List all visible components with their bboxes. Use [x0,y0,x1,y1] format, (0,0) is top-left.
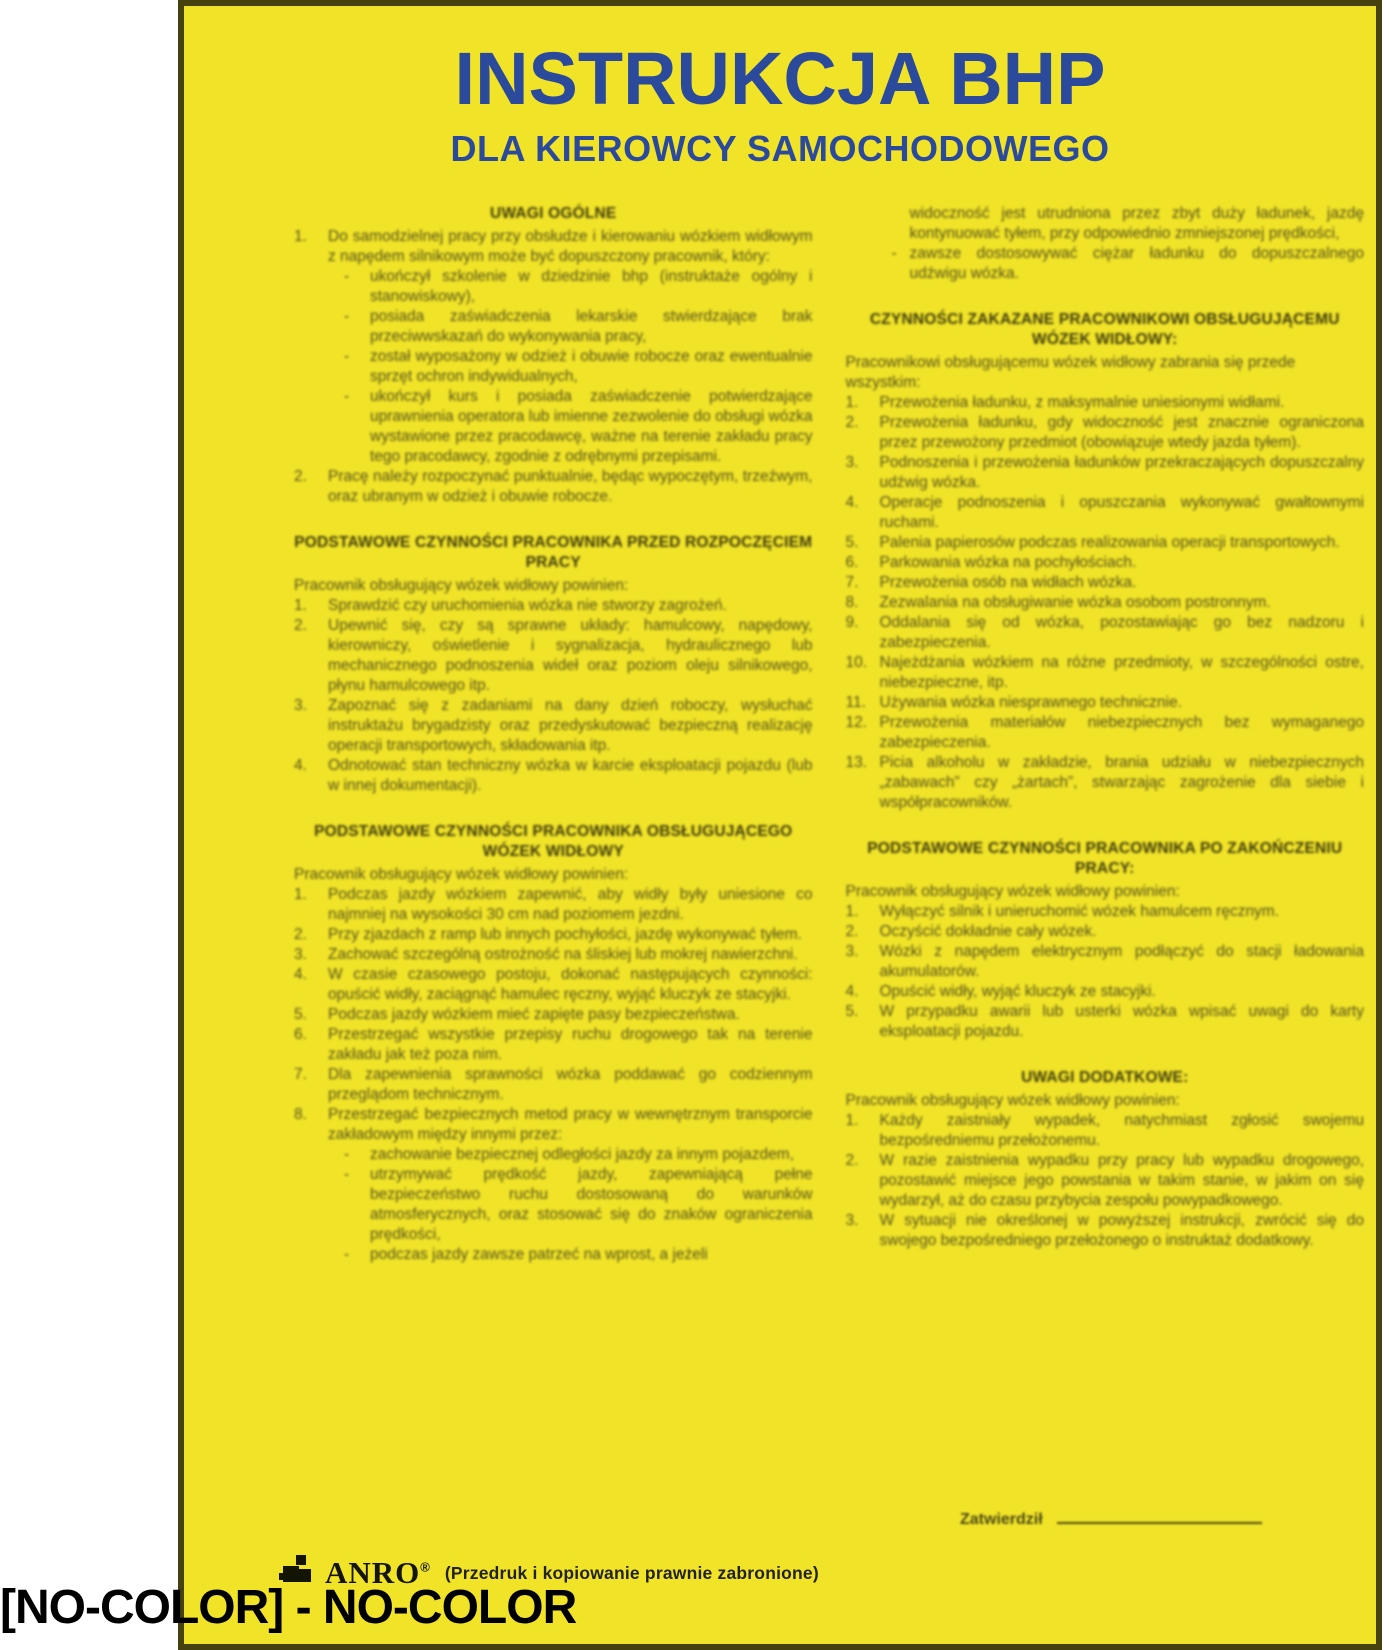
list-item-text: W sytuacji nie określonej w powyższej instrukcji, zwrócić się do swojego bezpośredniego przełożonego o instruktaż dodatkowy. [879,1212,1364,1249]
list-item [846,1111,1365,1151]
list-marker: 3. [845,1212,859,1229]
list-item-text: Przy zjazdach z ramp lub innych pochyłości, jazdę wykonywać tyłem. [328,926,802,943]
list-marker: 2. [845,414,859,431]
list-marker: 4. [294,966,307,983]
list-marker: 8. [845,594,859,611]
list-item [294,616,813,696]
list-item-text: Do samodzielnej pracy przy obsłudze i kierowaniu wózkiem widłowym z napędem silnikowym może być dopuszczony pracownik, który: [328,228,813,265]
list-item [846,553,1365,573]
bhp-sign-board [178,0,1382,1650]
page-title: INSTRUKCJA BHP [454,37,1106,120]
list-marker: 6. [845,554,859,571]
list-item [892,204,1365,244]
list-item [846,942,1365,982]
section-header: PODSTAWOWE CZYNNOŚCI PRACOWNIKA PO ZAKOŃCZENIU PRACY: [867,840,1343,877]
list-marker: 8. [294,1106,307,1123]
section-intro: Pracownik obsługujący wózek widłowy powinien: [845,1092,1180,1109]
list-marker: 2. [294,926,307,943]
list-item-text: Palenia papierosów podczas realizowania operacji transportowych. [879,534,1340,551]
list-marker: 2. [294,617,307,634]
list-marker: 5. [294,1006,307,1023]
list-marker: 12. [845,714,868,731]
list-item [294,925,813,945]
list-marker: 13. [845,754,868,771]
list-item-text: Zezwalania na obsługiwanie wózka osobom postronnym. [879,594,1271,611]
list-item-text: Opuścić widły, wyjąć kluczyk ze stacyjki. [879,983,1156,1000]
section [294,204,813,507]
list-marker: 3. [845,943,859,960]
list-marker: - [344,1146,350,1163]
section-intro: Pracownik obsługujący wózek widłowy powinien: [845,883,1180,900]
list-item-text: ukończył szkolenie w dziedzinie bhp (instruktaże ogólny i stanowiskowy), [370,268,813,305]
list-marker: 1. [845,394,859,411]
instruction-column-left [294,204,813,1265]
list-item [294,467,813,507]
list-item-text: Zachować szczególną ostrożność na śliskiej lub mokrej nawierzchni. [328,946,798,963]
list-item-text: Najeżdżania wózkiem na różne przedmioty, w szczególności ostre, niebezpieczne, itp. [879,654,1364,691]
list-marker: 6. [294,1026,307,1043]
list-item [846,613,1365,653]
list-item [846,1211,1365,1251]
section [892,204,1365,284]
section-header: PODSTAWOWE CZYNNOŚCI PRACOWNIKA OBSŁUGUJĄCEGO WÓZEK WIDŁOWY [314,823,793,860]
list-item-text: Operacje podnoszenia i opuszczania wykonywać gwałtownymi ruchami. [879,494,1364,531]
list-item [344,1165,813,1245]
section-intro: Pracownik obsługujący wózek widłowy powinien: [294,577,629,594]
list-item [846,753,1365,813]
list-item-text: Wyłączyć silnik i unieruchomić wózek hamulcem ręcznym. [879,903,1280,920]
list-marker: 7. [294,1066,307,1083]
instruction-column-right [846,204,1365,1265]
list-item [294,696,813,756]
no-color-label: [NO-COLOR] - NO-COLOR [0,1581,577,1634]
list-item [846,653,1365,693]
list-item-text: Parkowania wózka na pochyłościach. [879,554,1137,571]
list-item-text: zawsze dostosowywać ciężar ładunku do dopuszczalnego udźwigu wózka. [909,245,1364,282]
list-item [846,533,1365,553]
list-item-text: Każdy zaistniały wypadek, natychmiast zgłosić swojemu bezpośredniemu przełożonemu. [879,1112,1364,1149]
list-item-text: Przestrzegać wszystkie przepisy ruchu drogowego tak na terenie zakładu jak też poza nim. [328,1026,813,1063]
list-item [846,1151,1365,1211]
list-item [294,885,813,925]
list-item [846,453,1365,493]
list-item-text: Pracę należy rozpoczynać punktualnie, będąc wypoczętym, trzeźwym, oraz ubranym w odzież i obuwie robocze. [328,468,813,505]
list-marker: 1. [845,903,859,920]
list-item-text: Przewożenia osób na widłach wózka. [879,574,1137,591]
list-item [846,693,1365,713]
list-item-text: Upewnić się, czy są sprawne układy: hamulcowy, napędowy, kierowniczy, oświetlenie i sygnalizacja, hydraulicznego lub mechanicznego podnoszenia wideł oraz poziom oleju silnikowego, płynu hamulcowego itp. [328,617,813,694]
list-item [294,1105,813,1145]
list-item [846,393,1365,413]
section-header: UWAGI OGÓLNE [490,205,617,222]
list-item [294,227,813,267]
list-item-text: utrzymywać prędkość jazdy, zapewniającą pełne bezpieczeństwo ruchu dostosowaną do warunków atmosferycznych, oraz stosować się do znaków ograniczenia prędkości, [370,1166,813,1243]
list-item-text: Picia alkoholu w zakładzie, brania udziału w niebezpiecznych „zabawach” czy „żartach”, stwarzając zagrożenie dla siebie i współpracowników. [879,754,1364,811]
list-item [294,945,813,965]
list-item-text: widoczność jest utrudniona przez zbyt duży ładunek, jazdę kontynuować tyłem, przy odpowiednio zmniejszonej prędkości, [909,205,1364,242]
section [294,822,813,1265]
section-header: UWAGI DODATKOWE: [1021,1069,1189,1086]
list-item [846,573,1365,593]
list-marker: 2. [845,1152,859,1169]
list-marker: 3. [294,946,307,963]
list-item-text: W przypadku awarii lub usterki wózka wpisać uwagi do karty eksploatacji pojazdu. [879,1003,1364,1040]
list-marker: 3. [294,697,307,714]
list-marker: 5. [845,1003,859,1020]
section-header: PODSTAWOWE CZYNNOŚCI PRACOWNIKA PRZED ROZPOCZĘCIEM PRACY [294,534,813,571]
list-item-text: Przewożenia ładunku, gdy widoczność jest znacznie ograniczona przez przewożony przedmiot (obowiązuje wtedy jazda tyłem). [879,414,1364,451]
list-item [344,1145,813,1165]
list-item-text: Odnotować stan techniczny wózka w karcie eksploatacji pojazdu (lub w innej dokumentacji). [328,757,813,794]
list-item [846,593,1365,613]
list-marker: 1. [845,1112,859,1129]
list-item [344,307,813,347]
list-item-text: Dla zapewnienia sprawności wózka poddawać go codziennym przeglądom technicznym. [328,1066,813,1103]
list-marker: - [344,388,350,405]
list-item-text: Przestrzegać bezpiecznych metod pracy w wewnętrznym transporcie zakładowym między innymi przez: [328,1106,813,1143]
list-item-text: Podnoszenia i przewożenia ładunków przekraczających dopuszczalny udźwig wózka. [879,454,1364,491]
list-item [846,493,1365,533]
list-item [294,1065,813,1105]
list-marker: - [344,308,350,325]
section-intro: Pracownik obsługujący wózek widłowy powinien: [294,866,629,883]
list-marker: 5. [845,534,859,551]
list-marker: 4. [845,983,859,1000]
brand-name: ANRO® [325,1555,431,1590]
list-marker: 7. [845,574,859,591]
list-item-text: został wyposażony w odzież i obuwie robocze oraz ewentualnie sprzęt ochron indywidualnych, [370,348,813,385]
instruction-columns [294,204,1364,1265]
list-item [294,965,813,1005]
list-marker: 11. [845,694,866,711]
list-item-text: Przewożenia ładunku, z maksymalnie uniesionymi widłami. [879,394,1285,411]
section [846,310,1365,813]
approval-label: Zatwierdził [960,1511,1043,1528]
list-item [846,713,1365,753]
list-item-text: W czasie czasowego postoju, dokonać następujących czynności: opuścić widły, zaciągnąć hamulec ręczny, wyjąć kluczyk ze stacyjki. [328,966,813,1003]
list-marker: - [344,1166,350,1183]
list-item [344,267,813,307]
list-marker: - [344,268,350,285]
section-intro: Pracownikowi obsługującemu wózek widłowy zabrania się przede wszystkim: [845,354,1296,391]
section [846,839,1365,1042]
list-item [846,982,1365,1002]
list-item-text: zachowanie bezpiecznej odległości jazdy za innym pojazdem, [370,1146,794,1163]
list-item-text: Oczyścić dokładnie cały wózek. [879,923,1097,940]
list-item-text: posiada zaświadczenia lekarskie stwierdzające brak przeciwwskazań do wykonywania pracy, [370,308,813,345]
list-marker [892,204,910,244]
list-item [846,922,1365,942]
registered-mark: ® [420,1559,431,1575]
list-marker: 1. [294,886,307,903]
signature-line [1057,1508,1262,1524]
list-marker: 9. [845,614,859,631]
list-item [846,413,1365,453]
list-item [294,1025,813,1065]
list-item-text: Używania wózka niesprawnego technicznie. [879,694,1182,711]
list-marker: 2. [845,923,859,940]
list-marker: 1. [294,597,307,614]
section [294,533,813,796]
list-item-text: Podczas jazdy wózkiem mieć zapięte pasy bezpieczeństwa. [328,1006,740,1023]
list-marker: - [344,1246,350,1263]
list-item [846,902,1365,922]
list-marker: 4. [845,494,859,511]
list-marker: - [891,245,897,262]
list-marker: 4. [294,757,307,774]
list-item-text: W razie zaistnienia wypadku przy pracy lub wypadku drogowego, pozostawić miejsce jego powstania w takim stanie, w jakim on się wydarzył, aż do czasu przybycia zespołu powypadkowego. [879,1152,1364,1209]
list-item [892,244,1365,284]
list-marker: 1. [294,228,307,245]
list-item [294,1005,813,1025]
copyright-note: (Przedruk i kopiowanie prawnie zabronione) [444,1562,819,1583]
list-item [294,596,813,616]
page-subtitle: DLA KIEROWCY SAMOCHODOWEGO [450,128,1110,169]
list-item [294,756,813,796]
list-item-text: Sprawdzić czy uruchomienia wózka nie stworzy zagrożeń. [328,597,727,614]
list-marker: - [344,348,350,365]
list-item-text: Oddalania się od wózka, pozostawiając go bez nadzoru i zabezpieczenia. [879,614,1364,651]
list-item-text: Podczas jazdy wózkiem zapewnić, aby widły były uniesione co najmniej na wysokości 30 cm nad poziomem jezdni. [328,886,813,923]
list-item [344,1245,813,1265]
list-item [344,387,813,467]
list-item-text: Wózki z napędem elektrycznym podłączyć do stacji ładowania akumulatorów. [879,943,1364,980]
section [846,1068,1365,1251]
list-marker: 3. [845,454,859,471]
section-header: CZYNNOŚCI ZAKAZANE PRACOWNIKOWI OBSŁUGUJĄCEMU WÓZEK WIDŁOWY: [869,311,1340,348]
list-item [344,347,813,387]
list-item-text: Przewożenia materiałów niebezpiecznych bez wymaganego zabezpieczenia. [879,714,1364,751]
list-item [846,1002,1365,1042]
list-marker: 10. [845,654,868,671]
approval-row [960,1508,1262,1529]
list-item-text: ukończył kurs i posiada zaświadczenie potwierdzające uprawnienia operatora lub imienne zezwolenie do obsługi wózka wystawione przez pracodawcę, ważne na terenie zakładu pracy tego pracodawcy, zgodnie z odrębnymi przepisami. [370,388,813,465]
list-marker: 2. [294,468,307,485]
list-item-text: Zapoznać się z zadaniami na dany dzień roboczy, wysłuchać instruktażu brygadzisty oraz przedyskutować bezpieczną realizację operacji transportowych, składowania itp. [328,697,813,754]
list-item-text: podczas jazdy zawsze patrzeć na wprost, a jeżeli [370,1246,708,1263]
